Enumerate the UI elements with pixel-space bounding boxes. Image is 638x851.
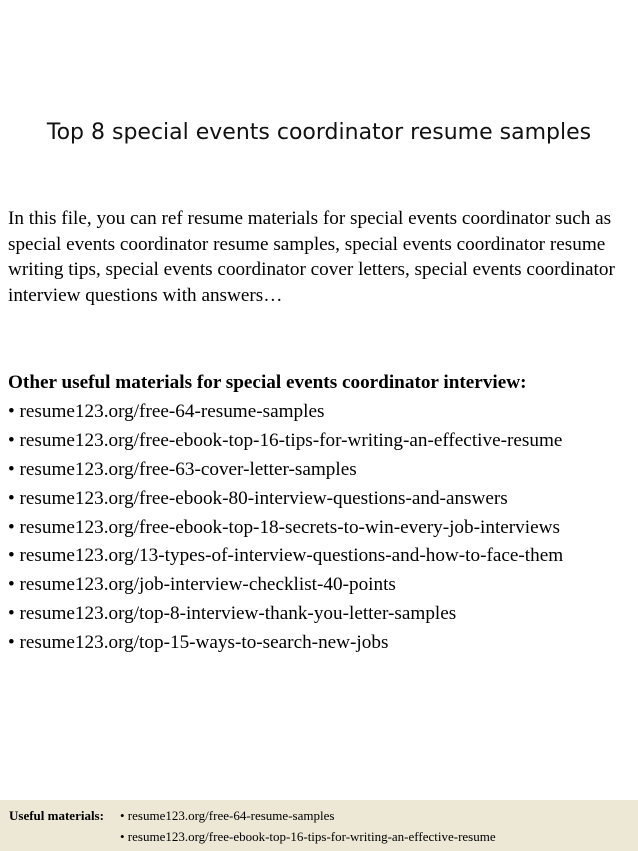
list-item: • resume123.org/top-15-ways-to-search-new-jobs	[8, 632, 389, 654]
list-item: • resume123.org/free-ebook-top-18-secrets-to-win-every-job-interviews	[8, 516, 560, 538]
list-item: • resume123.org/job-interview-checklist-40-points	[8, 574, 396, 596]
list-item: • resume123.org/free-63-cover-letter-samples	[8, 458, 357, 480]
list-item: • resume123.org/13-types-of-interview-questions-and-how-to-face-them	[8, 545, 564, 567]
list-item: • resume123.org/free-ebook-top-16-tips-for-writing-an-effective-resume	[8, 429, 563, 451]
intro-paragraph: In this file, you can ref resume materials for special events coordinator such as special events coordinator resume samples, special events coordinator resume writing tips, special events coordinator cover letters, special events coordinator interview questions with answers…	[8, 208, 615, 306]
list-item: • resume123.org/free-64-resume-samples	[8, 401, 325, 422]
list-item: • resume123.org/top-8-interview-thank-you-letter-samples	[8, 603, 457, 625]
footer-item: • resume123.org/free-ebook-top-16-tips-for-writing-an-effective-resume	[120, 829, 496, 844]
footer-item: • resume123.org/free-64-resume-samples	[120, 808, 335, 823]
footer-label: Useful materials:	[9, 808, 104, 823]
page-title: Top 8 special events coordinator resume samples	[46, 120, 592, 145]
footer-bar	[0, 800, 638, 851]
list-item: • resume123.org/free-ebook-80-interview-questions-and-answers	[8, 487, 508, 509]
other-materials-heading: Other useful materials for special events coordinator interview:	[8, 372, 527, 393]
materials-link-list	[8, 398, 563, 658]
